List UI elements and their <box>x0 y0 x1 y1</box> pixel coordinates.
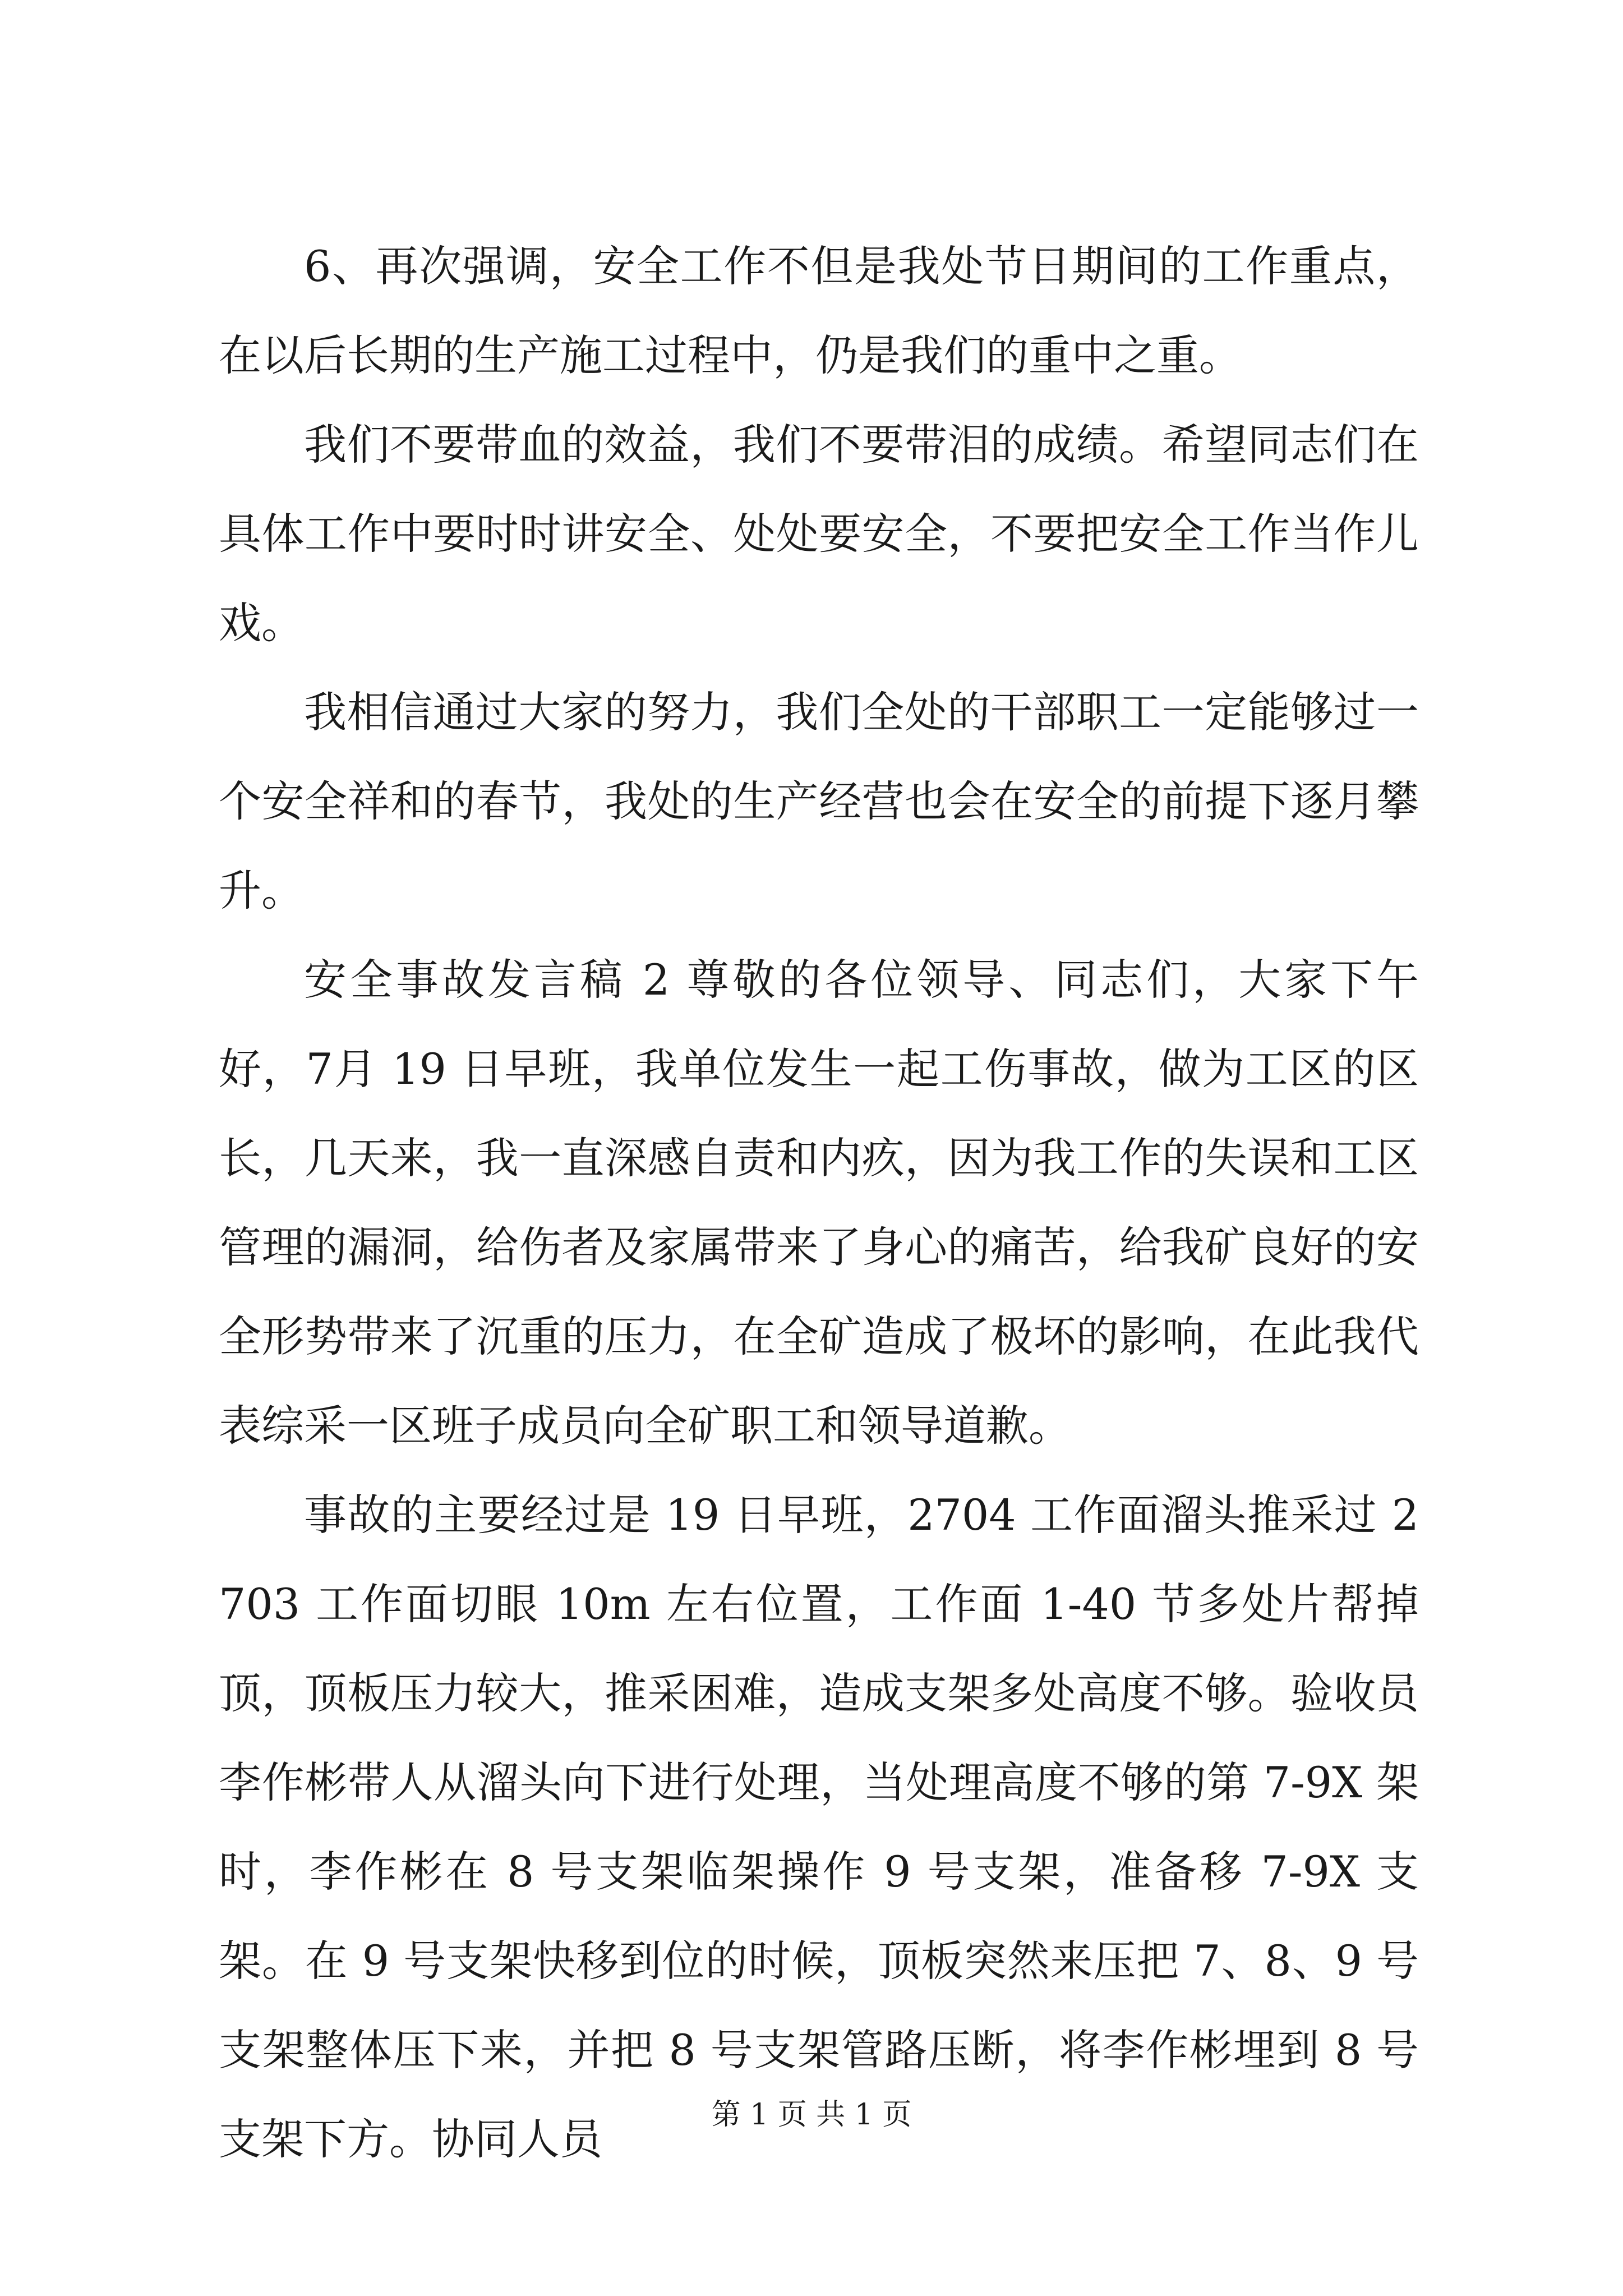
paragraph-3: 我相信通过大家的努力，我们全处的干部职工一定能够过一个安全祥和的春节，我处的生产经营也会在安全的前提下逐月攀升。 <box>219 687 1419 915</box>
paragraph-5: 事故的主要经过是 19 日早班，2704 工作面溜头推采过 2703 工作面切眼 10m 左右位置，工作面 1-40 节多处片帮掉顶，顶板压力较大，推采困难，造成支架多处高度不够。验收员李作彬带人从溜头向下进行处理，当处理高度不够的第 7-9X 架时，李作彬在 8 号支架临架操作 9 号支架，准备移 7-9X 支架。在 9 号支架快移到位的时候，顶板突然来压把 7、8、9 号支架整体压下来，并把 8 号支架管路压断，将李作彬埋到 8 号支架下方。协同人员 <box>219 1490 1419 2164</box>
page-footer: 第 1 页 共 1 页 <box>711 2098 912 2132</box>
paragraph-4: 安全事故发言稿 2 尊敬的各位领导、同志们，大家下午好，7月 19 日早班，我单位发生一起工伤事故，做为工区的区长，几天来，我一直深感自责和内疚，因为我工作的失误和工区管理的漏洞，给伤者及家属带来了身心的痛苦，给我矿良好的安全形势带来了沉重的压力，在全矿造成了极坏的影响，在此我代表综采一区班子成员向全矿职工和领导道歉。 <box>219 955 1419 1451</box>
document-body <box>219 222 1419 2184</box>
paragraph-2: 我们不要带血的效益，我们不要带泪的成绩。希望同志们在具体工作中要时时讲安全、处处要安全，不要把安全工作当作儿戏。 <box>219 420 1419 648</box>
paragraph-1: 6、再次强调，安全工作不但是我处节日期间的工作重点，在以后长期的生产施工过程中，仍是我们的重中之重。 <box>219 241 1419 380</box>
